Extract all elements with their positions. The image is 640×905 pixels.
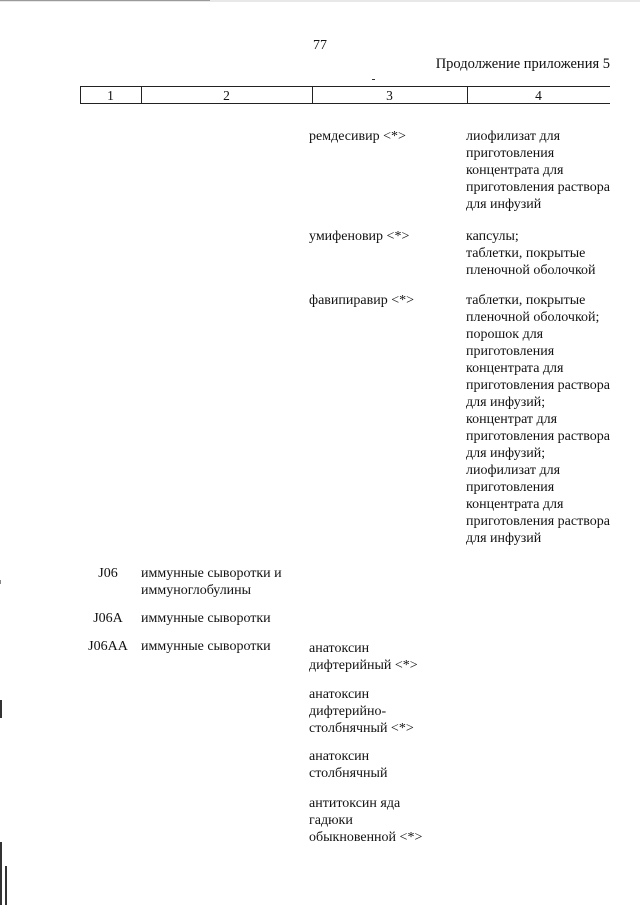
scan-top-edge [0,0,640,2]
column-header-4: 4 [535,88,542,103]
drug-name: анатоксин дифтерийно-столбнячный <*> [309,687,414,736]
drug-name: фавипиравир <*> [309,293,414,308]
atc-code: J06 [98,566,118,581]
group-name: иммунные сыворотки и иммуноглобулины [141,566,282,598]
drug-name: ремдесивир <*> [309,129,406,144]
drug-name: анатоксин дифтерийный <*> [309,641,418,673]
group-name: иммунные сыворотки [141,611,271,626]
drug-name: антитоксин яда гадюки обыкновенной <*> [309,796,423,845]
scan-edge-mark [0,700,2,718]
column-header-3: 3 [386,88,393,103]
page-number: 77 [313,38,327,53]
column-header-1: 1 [107,88,114,103]
scan-edge-mark [0,580,1,584]
atc-code: J06AA [88,639,128,654]
dosage-form: таблетки, покрытые пленочной оболочкой; порошок для приготовления концентрата для приготовления раствора для инфузий; концентрат для приготовления раствора для инфузий; лиофилизат для приготовления концентрата для приготовления раствора для инфузий [466,293,610,546]
scan-edge-mark [5,866,7,905]
scan-edge-mark [0,842,2,905]
scan-speck [372,79,375,80]
column-header-2: 2 [223,88,230,103]
appendix-continuation-label: Продолжение приложения 5 [435,56,610,72]
dosage-form: капсулы; таблетки, покрытые пленочной оболочкой [466,229,596,278]
drug-name: анатоксин столбнячный [309,749,388,781]
drug-name: умифеновир <*> [309,229,410,244]
atc-code: J06A [93,611,123,626]
group-name: иммунные сыворотки [141,639,271,654]
dosage-form: лиофилизат для приготовления концентрата для приготовления раствора для инфузий [466,129,610,212]
